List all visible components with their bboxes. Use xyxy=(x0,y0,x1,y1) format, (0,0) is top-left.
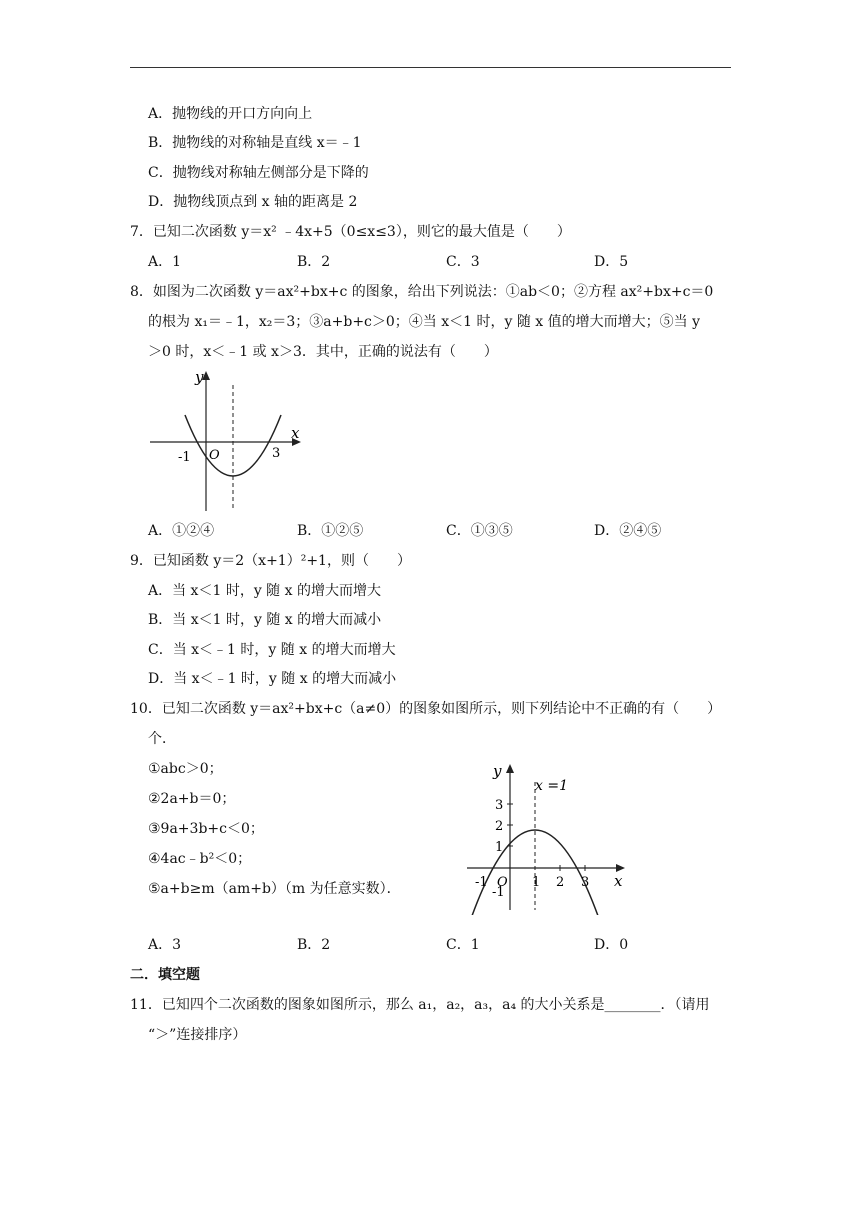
q10-origin-label: O xyxy=(497,875,508,890)
q6-option-a: A．抛物线的开口方向向上 xyxy=(148,106,313,122)
q10-x-arrow-icon xyxy=(616,864,625,872)
q9-option-a: A．当 x＜1 时，y 随 x 的增大而增大 xyxy=(148,583,381,599)
q10-y-label: y xyxy=(493,762,502,780)
q8-root-left-label: -1 xyxy=(178,450,191,465)
q10-stem-line-1: 10．已知二次函数 y＝ax²+bx+c（a≠0）的图象如图所示，则下列结论中不正确的有（ ） xyxy=(130,701,722,717)
q8-stem-line-3: ＞0 时，x＜﹣1 或 x＞3．其中，正确的说法有（ ） xyxy=(148,344,498,360)
q10-y-tick-label-3: 3 xyxy=(495,798,504,813)
q10-option-d: D．0 xyxy=(594,937,629,953)
q8-option-c: C．①③⑤ xyxy=(446,523,513,539)
q10-x-tick-label-1: 1 xyxy=(532,875,541,890)
q10-y-tick-label-1: 1 xyxy=(495,840,504,855)
q6-option-d: D．抛物线顶点到 x 轴的距离是 2 xyxy=(148,194,358,210)
q10-option-c: C．1 xyxy=(446,937,480,953)
q10-x-label: x xyxy=(614,872,623,890)
q9-stem: 9．已知函数 y＝2（x+1）²+1，则（ ） xyxy=(130,553,411,569)
q8-y-label: y xyxy=(195,368,204,386)
q8-root-right-label: 3 xyxy=(272,446,281,461)
q11-stem-line-1: 11．已知四个二次函数的图象如图所示，那么 a₁，a₂，a₃，a₄ 的大小关系是________．（请用 xyxy=(130,997,710,1013)
q8-stem-line-2: 的根为 x₁＝﹣1，x₂＝3；③a+b+c＞0；④当 x＜1 时，y 随 x 值的增大而增大；⑤当 y xyxy=(148,314,701,330)
q6-option-c: C．抛物线对称轴左侧部分是下降的 xyxy=(148,165,369,181)
q10-axis-label: x =1 xyxy=(535,778,568,794)
q10-statement-2: ②2a+b＝0； xyxy=(148,791,236,807)
q7-option-c: C．3 xyxy=(446,254,480,270)
q6-option-b: B．抛物线的对称轴是直线 x＝﹣1 xyxy=(148,135,362,151)
q10-option-b: B．2 xyxy=(297,937,331,953)
q8-parabola-curve xyxy=(185,415,281,476)
q11-stem-line-2: “＞”连接排序） xyxy=(148,1027,247,1043)
q7-option-a: A．1 xyxy=(148,254,182,270)
q10-statement-3: ③9a+3b+c＜0； xyxy=(148,821,264,837)
q10-parabola-graph xyxy=(462,760,632,915)
q10-x-tick-label-2: 2 xyxy=(556,875,565,890)
q10-statement-5: ⑤a+b≥m（am+b）（m 为任意实数）． xyxy=(148,881,401,897)
header-rule xyxy=(130,67,731,68)
q10-statement-4: ④4ac﹣b²＜0； xyxy=(148,851,252,867)
q10-statement-1: ①abc＞0； xyxy=(148,761,223,777)
q10-y-tick-label-2: 2 xyxy=(495,819,504,834)
q7-stem: 7．已知二次函数 y＝x² ﹣4x+5（0≤x≤3），则它的最大值是（ ） xyxy=(130,224,571,240)
q10-y-arrow-icon xyxy=(506,764,514,773)
q8-stem-line-1: 8．如图为二次函数 y＝ax²+bx+c 的图象，给出下列说法：①ab＜0；②方程 ax²+bx+c＝0 xyxy=(130,284,714,300)
q8-origin-label: O xyxy=(209,448,220,463)
q10-x-tick-label-3: 3 xyxy=(581,875,590,890)
q8-option-b: B．①②⑤ xyxy=(297,523,364,539)
q8-x-label: x xyxy=(291,424,300,442)
section-title-fill-blank: 二．填空题 xyxy=(130,967,200,983)
q7-option-d: D．5 xyxy=(594,254,629,270)
q7-option-b: B．2 xyxy=(297,254,331,270)
q8-parabola-graph xyxy=(145,365,310,515)
q9-option-c: C．当 x＜﹣1 时，y 随 x 的增大而增大 xyxy=(148,642,396,658)
q10-y-tick-label-neg1: -1 xyxy=(492,885,505,900)
q9-option-b: B．当 x＜1 时，y 随 x 的增大而减小 xyxy=(148,612,382,628)
q10-x-tick-label-neg1: -1 xyxy=(475,875,488,890)
q8-option-a: A．①②④ xyxy=(148,523,215,539)
q9-option-d: D．当 x＜﹣1 时，y 随 x 的增大而减小 xyxy=(148,671,397,687)
q10-stem-line-2: 个． xyxy=(148,731,176,747)
q10-option-a: A．3 xyxy=(148,937,182,953)
q8-option-d: D．②④⑤ xyxy=(594,523,662,539)
